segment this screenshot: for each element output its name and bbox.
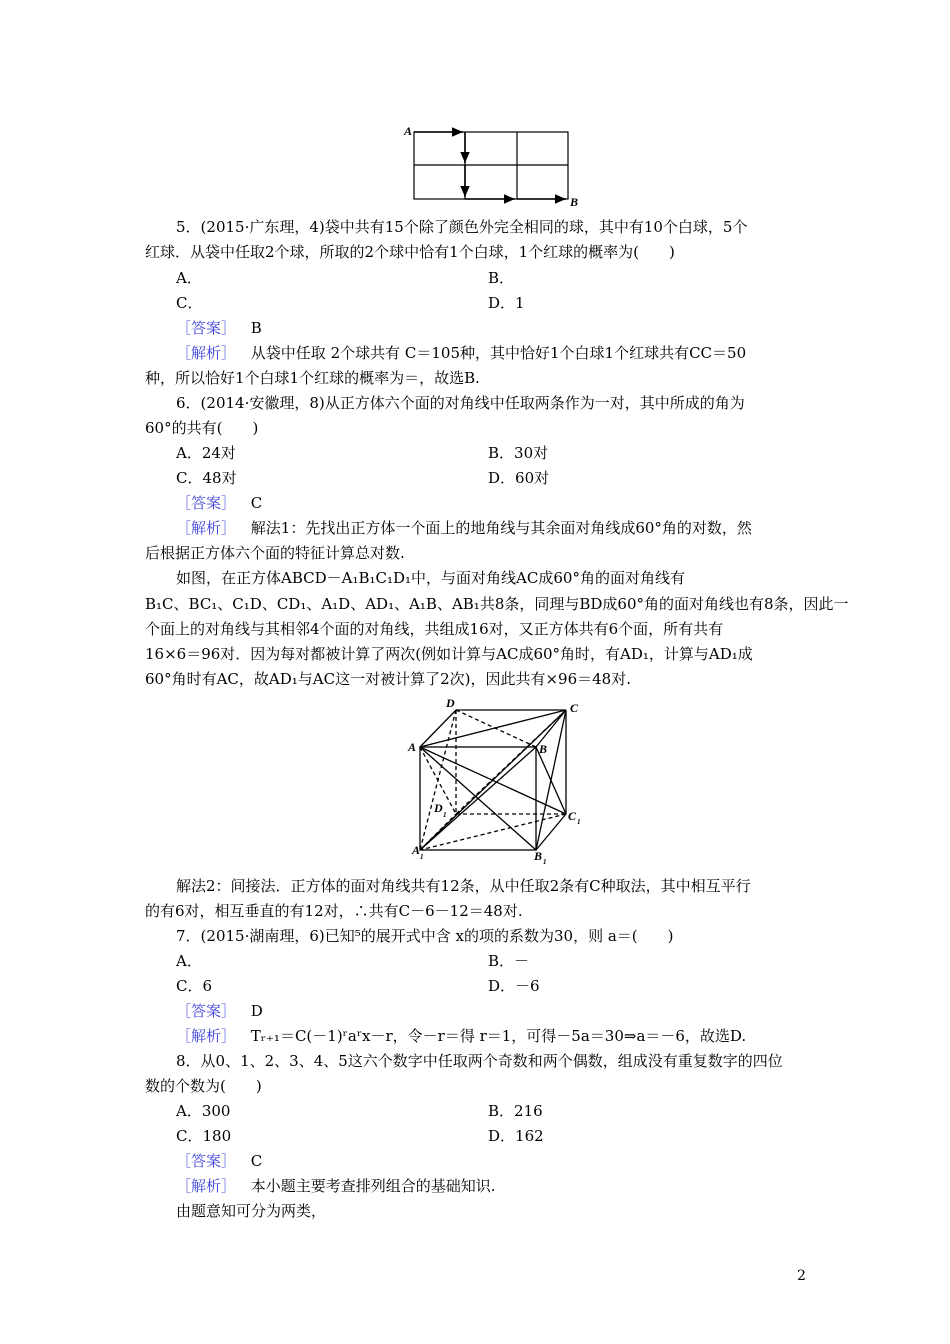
analysis-text: 本小题主要考查排列组合的基础知识. [250,1177,496,1195]
cube-sub-a1: 1 [420,853,424,861]
q6-analysis-1 [176,518,752,538]
q5-answer [176,318,262,338]
q5-option-a: A． [176,269,202,287]
analysis-tag: ［解析］ [176,344,237,362]
q7-line1: 7．(2015·湖南理，6)已知⁵的展开式中含 x的项的系数为30，则 a＝( ) [176,927,674,945]
q6-option-d: D．60对 [488,469,550,487]
answer-tag: ［答案］ [176,1152,237,1170]
q6-method2-line1: 解法2：间接法．正方体的面对角线共有12条，从中任取2条有C种取法，其中相互平行 [176,877,751,895]
cube-label-a: A [408,740,417,754]
q5-analysis-1 [176,343,746,363]
q5-option-b: B． [488,269,515,287]
cube-sub-c1: 1 [577,818,581,826]
q8-analysis-1 [176,1176,496,1196]
analysis-tag: ［解析］ [176,1027,237,1045]
q5-line1: 5．(2015·广东理，4)袋中共有15个除了颜色外完全相同的球，其中有10个白球，5个 [176,218,748,236]
q6-option-b: B．30对 [488,444,549,462]
q5-option-d: D．1 [488,294,525,312]
grid-label-b: B [570,195,579,208]
q5-line2: 红球．从袋中任取2个球，所取的2个球中恰有1个白球，1个红球的概率为( ) [145,243,675,261]
q6-paragraph-3: 个面上的对角线与其相邻4个面的对角线，共组成16对，又正方体共有6个面，所有共有 [145,620,724,638]
q6-line2: 60°的共有( ) [145,419,259,437]
q6-option-a: A．24对 [176,444,236,462]
q7-answer [176,1001,263,1021]
q6-paragraph-5: 60°角时有AC，故AD₁与AC这一对被计算了2次)，因此共有×96＝48对. [145,670,631,688]
answer-value: C [250,494,263,512]
cube-figure [400,697,590,865]
cube-label-d1: D [434,801,443,815]
q5-analysis-2: 种，所以恰好1个白球1个红球的概率为＝，故选B. [145,369,480,387]
analysis-text: 从袋中任取 2个球共有 C＝105种，其中恰好1个白球1个红球共有CC＝50 [250,344,747,362]
answer-value: D [250,1002,263,1020]
answer-value: B [250,319,262,337]
q7-option-d: D．－6 [488,977,540,995]
q7-option-a: A． [176,952,202,970]
grid-label-a: A [404,124,413,138]
cube-label-b: B [539,742,548,756]
q5-option-c: C． [176,294,203,312]
q8-option-c: C．180 [176,1127,232,1145]
cube-label-b1: B [534,849,543,863]
answer-tag: ［答案］ [176,319,237,337]
cube-label-c: C [570,701,579,715]
analysis-tag: ［解析］ [176,1177,237,1195]
q6-answer [176,493,262,513]
q6-paragraph-2: B₁C、BC₁、C₁D、CD₁、A₁D、AD₁、A₁B、AB₁共8条，同理与BD成60°角的面对角线也有8条，因此一 [145,595,849,613]
q7-option-c: C．6 [176,977,213,995]
cube-sub-b1: 1 [543,858,547,865]
q7-analysis-1 [176,1026,746,1046]
q8-option-a: A．300 [176,1102,231,1120]
analysis-tag: ［解析］ [176,519,237,537]
q6-method2-line2: 的有6对，相互垂直的有12对，∴共有C－6－12＝48对. [145,902,523,920]
q6-paragraph-1: 如图，在正方体ABCD－A₁B₁C₁D₁中，与面对角线AC成60°角的面对角线有 [176,569,685,587]
cube-label-a1: A [412,843,421,857]
answer-value: C [250,1152,263,1170]
q8-line1: 8．从0、1、2、3、4、5这六个数字中任取两个奇数和两个偶数，组成没有重复数字的四位 [176,1052,783,1070]
q6-line1: 6．(2014·安徽理，8)从正方体六个面的对角线中任取两条作为一对，其中所成的角为 [176,394,745,412]
q7-option-b: B．－ [488,952,530,970]
answer-tag: ［答案］ [176,1002,237,1020]
q6-analysis-2: 后根据正方体六个面的特征计算总对数. [145,544,405,562]
q8-option-d: D．162 [488,1127,544,1145]
page-number: 2 [797,1268,806,1284]
cube-label-c1: C [568,809,577,823]
q8-answer [176,1151,262,1171]
q6-paragraph-4: 16×6＝96对．因为每对都被计算了两次(例如计算与AC成60°角时，有AD₁，计算与AD₁成 [145,645,753,663]
q8-analysis-2: 由题意知可分为两类， [176,1202,327,1220]
q8-line2: 数的个数为( ) [145,1077,262,1095]
q8-option-b: B．216 [488,1102,543,1120]
answer-tag: ［答案］ [176,494,237,512]
cube-label-d: D [446,697,455,710]
analysis-text: 解法1：先找出正方体一个面上的地角线与其余面对角线成60°角的对数，然 [250,519,752,537]
q6-option-c: C．48对 [176,469,237,487]
analysis-text: Tᵣ₊₁＝C(－1)ʳaʳx－r，令－r＝得 r＝1，可得－5a＝30⇒a＝－6，故选D. [250,1027,747,1045]
cube-sub-d1: 1 [443,811,447,819]
grid-path-figure [400,122,600,208]
